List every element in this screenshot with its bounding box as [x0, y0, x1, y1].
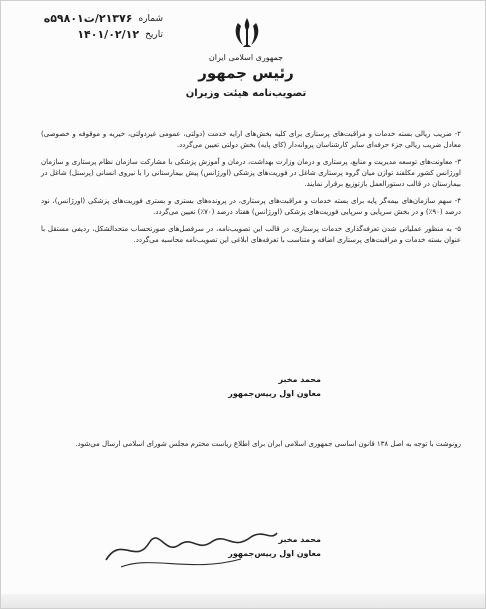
paper-edge — [1, 594, 485, 608]
signatory-title: معاون اول رییس‌جمهور — [228, 549, 321, 558]
document-number: ۲۱۳۷۶/ت۵۹۸۰۱ه — [43, 12, 133, 25]
document-meta — [13, 11, 163, 43]
office-title: رئیس جمهور — [198, 64, 294, 82]
decree-subtitle: تصویب‌نامه هیئت وزیران — [185, 88, 307, 99]
iran-emblem-icon — [229, 15, 265, 51]
clause-3: ۳- معاونت‌های توسعه مدیریت و منابع، پرستاری و درمان وزارت بهداشت، درمان و آموزش پزشکی با مشارکت سازمان نظام پرستاری و سازمان اورژانس کشور مکلفند توازن میان گروه پرستاری شاغل در فوریت‌های پزشکی (اورژانس) پیش بیمارستانی را با نیروی انسانی (پرسنل) شاغل در بیمارستان در قالب دستورالعمل بازتوزیع برقرار نمایند. — [41, 158, 461, 188]
signatory-name: محمد مخبر — [278, 375, 321, 384]
country-name: جمهوری اسلامی ایران — [208, 53, 284, 62]
carbon-copy-note: رونوشت با توجه به اصل ۱۳۸ قانون اساسی جمهوری اسلامی ایران برای اطلاع ریاست محترم مجلس شورای اسلامی ارسال می‌شود. — [75, 440, 461, 448]
document-date: ۱۴۰۱/۰۲/۱۲ — [77, 28, 140, 41]
signatory-title: معاون اول رییس‌جمهور — [228, 389, 321, 398]
decree-body — [41, 129, 461, 252]
signature-block-2 — [161, 533, 321, 561]
date-label: تاریخ — [145, 30, 163, 40]
number-row — [13, 11, 163, 27]
clause-5: ۵- به منظور عملیاتی شدن تعرفه‌گذاری خدمات پرستاری، در قالب این تصویب‌نامه، در سرفصل‌های صورتحساب متحدالشکل، ردیفی مستقل با عنوان بسته خدمات و مراقبت‌های پرستاری اضافه و متناسب با تعرفه‌های ابلاغی این تصویب‌نامه محاسبه می‌گردد. — [41, 225, 461, 244]
clause-2: ۲- ضریب ریالی بسته خدمات و مراقبت‌های پرستاری برای کلیه بخش‌های ارایه خدمت (دولتی، عمومی غیردولتی، خیریه و موقوفه و خصوصی) معادل ضریب ریالی جزء حرفه‌ای سایر کارشناسان پروانه‌دار (کای پایه) بخش دولتی تعیین می‌گردد. — [41, 130, 461, 149]
signatory-name: محمد مخبر — [278, 535, 321, 544]
signature-block-1 — [161, 373, 321, 401]
date-row — [13, 27, 163, 43]
clause-4: ۴- سهم سازمان‌های بیمه‌گر پایه برای بسته خدمات و مراقبت‌های پرستاری، در پرونده‌های بستری و بستری فوریت‌های پزشکی (اورژانس)، نود درصد (۹۰٪) و در بخش سرپایی و سرپایی فوریت‌های پزشکی (اورژانس) هفتاد درصد (۷۰٪) تعیین می‌گردد. — [41, 197, 461, 216]
number-label: شماره — [138, 14, 163, 24]
letterhead — [151, 53, 341, 99]
